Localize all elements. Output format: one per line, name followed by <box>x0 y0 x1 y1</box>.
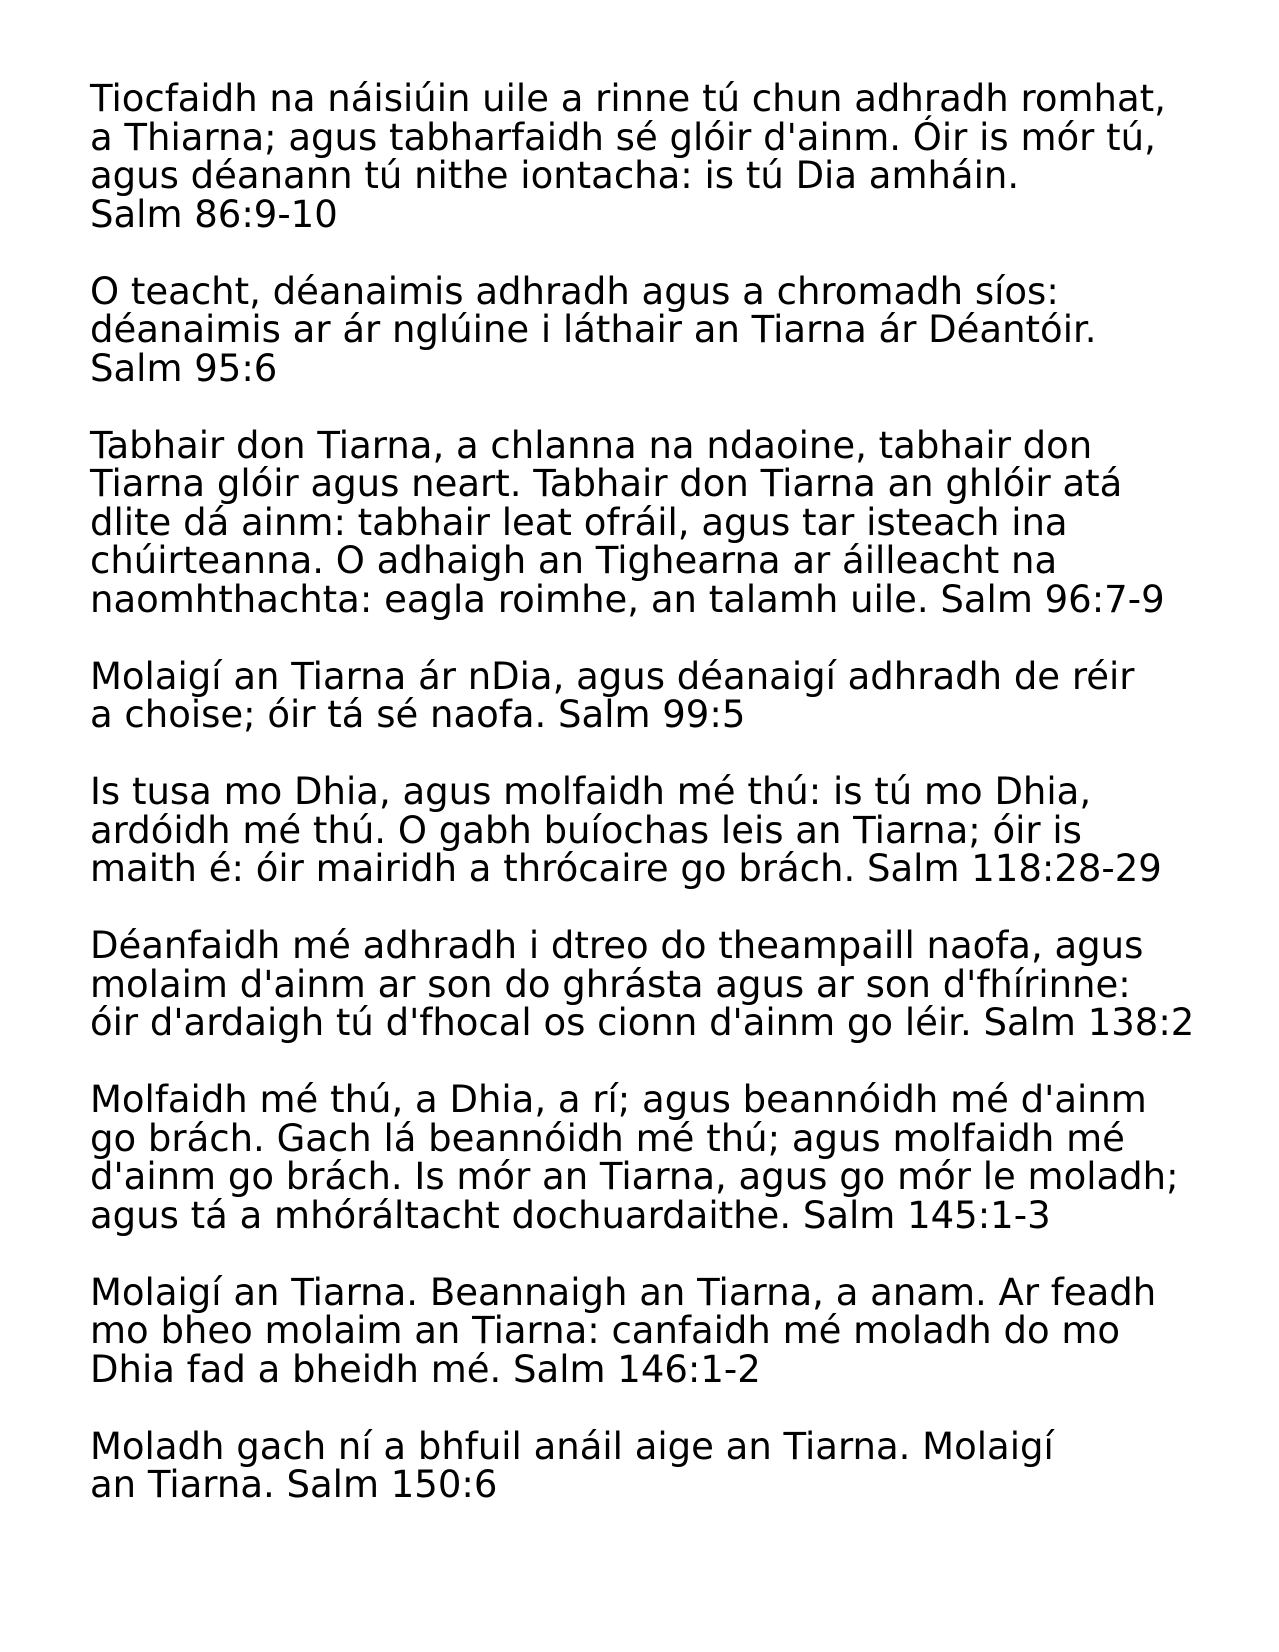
verse-line: Déanfaidh mé adhradh i dtreo do theampaill naofa, agus <box>90 924 1144 967</box>
verse-line: Molfaidh mé thú, a Dhia, a rí; agus beannóidh mé d'ainm <box>90 1078 1147 1121</box>
verse-paragraph <box>90 770 1270 890</box>
verse-line: Molaigí an Tiarna ár nDia, agus déanaigí adhradh de réir <box>90 654 1135 698</box>
verse-reference: Salm 95:6 <box>90 346 278 390</box>
verse-line: d'ainm go brách. Is mór an Tiarna, agus go mór le moladh; <box>90 1155 1179 1198</box>
verse-line: Tiarna glóir agus neart. Tabhair don Tiarna an ghlóir atá <box>90 462 1123 505</box>
verse-line: óir d'ardaigh tú d'fhocal os cionn d'ainm go léir. Salm 138:2 <box>90 1001 1195 1044</box>
verse-line: dlite dá ainm: tabhair leat ofráil, agus tar isteach ina <box>90 500 1068 544</box>
verse-line: O teacht, déanaimis adhradh agus a chromadh síos: <box>90 269 1059 313</box>
verse-reference: Salm 86:9-10 <box>90 192 338 236</box>
verse-line: Moladh gach ní a bhfuil anáil aige an Tiarna. Molaigí <box>90 1424 1054 1468</box>
verse-line: an Tiarna. Salm 150:6 <box>90 1463 498 1506</box>
verse-line: mo bheo molaim an Tiarna: canfaidh mé moladh do mo <box>90 1309 1121 1352</box>
verse-line: Is tusa mo Dhia, agus molfaidh mé thú: is tú mo Dhia, <box>90 770 1092 813</box>
verse-line: go brách. Gach lá beannóidh mé thú; agus molfaidh mé <box>90 1116 1125 1160</box>
verse-paragraph <box>90 77 1270 236</box>
verse-line: a choise; óir tá sé naofa. Salm 99:5 <box>90 693 746 736</box>
verse-line: Molaigí an Tiarna. Beannaigh an Tiarna, a anam. Ar feadh <box>90 1270 1157 1314</box>
verse-paragraph <box>90 1078 1270 1237</box>
verse-paragraph <box>90 924 1270 1044</box>
verse-line: ardóidh mé thú. O gabh buíochas leis an Tiarna; óir is <box>90 808 1082 852</box>
verse-line: molaim d'ainm ar son do ghrásta agus ar son d'fhírinne: <box>90 962 1131 1006</box>
verse-paragraph <box>90 1270 1270 1391</box>
verse-line: agus déanann tú nithe iontacha: is tú Dia amháin. <box>90 154 1020 197</box>
verse-line: Tiocfaidh na náisiúin uile a rinne tú chun adhradh romhat, <box>90 77 1166 120</box>
verse-line: déanaimis ar ár nglúine i láthair an Tiarna ár Déantóir. <box>90 308 1097 351</box>
verse-line: maith é: óir mairidh a thrócaire go brách. Salm 118:28-29 <box>90 847 1162 890</box>
verse-line: a Thiarna; agus tabharfaidh sé glóir d'ainm. Óir is mór tú, <box>90 115 1156 159</box>
verse-paragraph <box>90 1424 1270 1506</box>
verse-paragraph <box>90 654 1270 736</box>
document-page <box>90 77 1270 1543</box>
verse-line: agus tá a mhóráltacht dochuardaithe. Salm 145:1-3 <box>90 1193 1051 1237</box>
verse-line: Dhia fad a bheidh mé. Salm 146:1-2 <box>90 1347 761 1391</box>
verse-line: Tabhair don Tiarna, a chlanna na ndaoine, tabhair don <box>90 423 1093 467</box>
verse-line: chúirteanna. O adhaigh an Tighearna ar áilleacht na <box>90 539 1058 582</box>
verse-paragraph <box>90 423 1270 621</box>
verse-line: naomhthachta: eagla roimhe, an talamh uile. Salm 96:7-9 <box>90 577 1165 621</box>
verse-paragraph <box>90 269 1270 390</box>
